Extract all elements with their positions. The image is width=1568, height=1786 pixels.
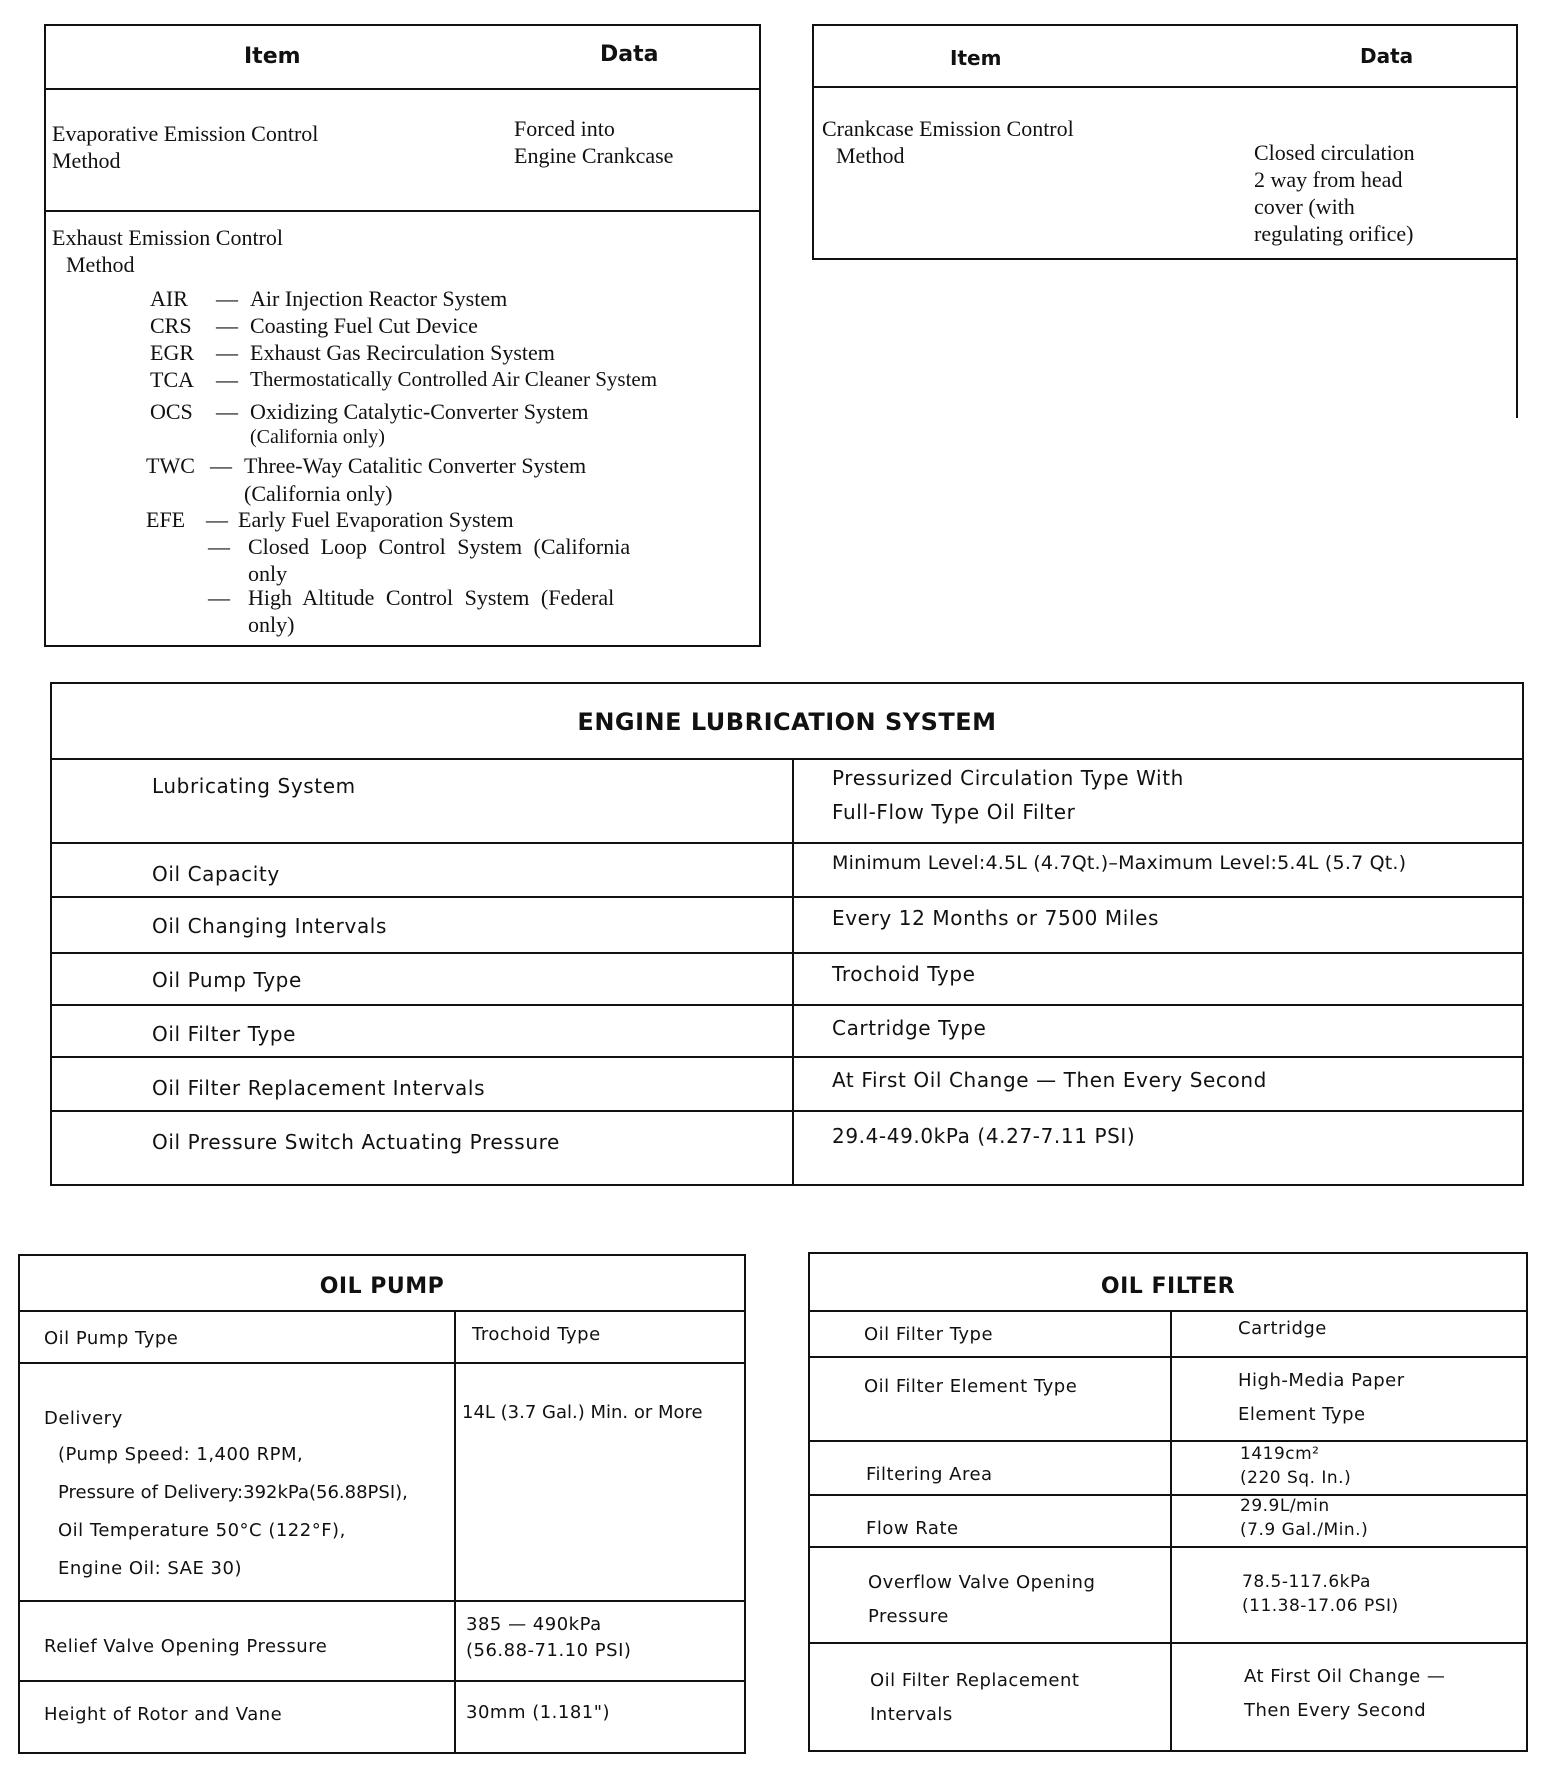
row-divider	[52, 1110, 1522, 1112]
lubrication-value: At First Oil Change — Then Every Second	[832, 1068, 1267, 1092]
header-item: Item	[244, 44, 301, 69]
lubrication-value: Pressurized Circulation Type With	[832, 766, 1184, 790]
lubrication-item: Oil Pump Type	[152, 968, 302, 992]
filter-item: Oil Filter Type	[864, 1324, 994, 1345]
relief-valve-value-line2: (56.88-71.10 PSI)	[466, 1640, 632, 1661]
row-divider	[52, 842, 1522, 844]
row-divider	[52, 896, 1522, 898]
crankcase-value-line3: cover (with	[1254, 194, 1355, 219]
lubrication-title: ENGINE LUBRICATION SYSTEM	[577, 708, 997, 736]
lubrication-item: Oil Filter Replacement Intervals	[152, 1076, 486, 1100]
header-item: Item	[950, 46, 1002, 70]
oil-filter-title: OIL FILTER	[1100, 1274, 1236, 1299]
row-divider	[52, 952, 1522, 954]
lubrication-value: Trochoid Type	[832, 962, 976, 986]
system-dash: —	[216, 399, 238, 424]
system-dash: —	[216, 286, 238, 311]
system-dash: —	[210, 453, 232, 478]
system-desc: Air Injection Reactor System	[250, 286, 508, 311]
row-divider	[52, 1056, 1522, 1058]
row-divider	[810, 1494, 1526, 1496]
rotor-height-label: Height of Rotor and Vane	[44, 1704, 283, 1725]
row-divider	[810, 1642, 1526, 1644]
header-data: Data	[600, 42, 659, 67]
system-desc: Early Fuel Evaporation System	[238, 507, 514, 532]
emission-control-table	[44, 24, 761, 647]
delivery-condition: Oil Temperature 50°C (122°F),	[58, 1520, 346, 1541]
lubrication-value-line2: Full-Flow Type Oil Filter	[832, 800, 1076, 824]
oil-pump-type-label: Oil Pump Type	[44, 1328, 179, 1349]
evap-label-line1: Evaporative Emission Control	[52, 121, 319, 146]
extra-system-cont: only)	[248, 612, 295, 637]
extra-system-desc: Closed Loop Control System (California	[248, 534, 631, 559]
delivery-condition: Pressure of Delivery:392kPa(56.88PSI),	[58, 1482, 408, 1503]
filter-item: Oil Filter Replacement	[870, 1670, 1080, 1691]
column-divider	[1170, 1310, 1172, 1750]
filter-value: 29.9L/min	[1240, 1496, 1330, 1516]
extra-system-cont: only	[248, 561, 288, 586]
crankcase-label-line1: Crankcase Emission Control	[822, 116, 1074, 141]
system-desc: Exhaust Gas Recirculation System	[250, 340, 555, 365]
system-desc: Three-Way Catalitic Converter System	[244, 453, 587, 478]
filter-value: (7.9 Gal./Min.)	[1240, 1520, 1369, 1540]
exhaust-label-line2: Method	[66, 252, 135, 277]
relief-valve-value-line1: 385 — 490kPa	[466, 1614, 602, 1635]
system-abbr: EFE	[146, 507, 186, 532]
filter-value: Cartridge	[1238, 1318, 1327, 1339]
filter-value: 78.5-117.6kPa	[1242, 1572, 1371, 1592]
filter-value: (220 Sq. In.)	[1240, 1468, 1352, 1488]
delivery-label: Delivery	[44, 1408, 123, 1429]
lubrication-value: Cartridge Type	[832, 1016, 987, 1040]
system-desc: Coasting Fuel Cut Device	[250, 313, 478, 338]
lubrication-item: Oil Changing Intervals	[152, 914, 387, 938]
filter-item: Flow Rate	[866, 1518, 959, 1539]
engine-lubrication-table	[50, 682, 1524, 1186]
system-dash: —	[216, 340, 238, 365]
row-divider	[20, 1600, 744, 1602]
oil-filter-table	[808, 1252, 1528, 1752]
filter-item: Overflow Valve Opening	[868, 1572, 1096, 1593]
title-divider	[20, 1310, 744, 1312]
system-dash: —	[216, 313, 238, 338]
row-divider	[810, 1440, 1526, 1442]
lubrication-item: Oil Filter Type	[152, 1022, 297, 1046]
system-dash: —	[216, 367, 238, 392]
title-divider	[52, 758, 1522, 760]
filter-value: Element Type	[1238, 1404, 1366, 1425]
extra-system-dash: —	[208, 534, 230, 559]
delivery-value: 14L (3.7 Gal.) Min. or More	[462, 1402, 703, 1423]
evap-label-line2: Method	[52, 148, 121, 173]
header-divider	[814, 86, 1516, 88]
system-dash: —	[206, 507, 228, 532]
header-divider	[46, 88, 759, 90]
filter-item: Pressure	[868, 1606, 949, 1627]
row-divider	[52, 1004, 1522, 1006]
delivery-condition: Engine Oil: SAE 30)	[58, 1558, 242, 1579]
crankcase-right-extension	[1516, 258, 1518, 418]
crankcase-value-line2: 2 way from head	[1254, 167, 1403, 192]
relief-valve-label: Relief Valve Opening Pressure	[44, 1636, 328, 1657]
filter-item: Filtering Area	[866, 1464, 993, 1485]
system-desc: Thermostatically Controlled Air Cleaner System	[250, 367, 658, 391]
system-note: (California only)	[250, 426, 385, 448]
crankcase-value-line1: Closed circulation	[1254, 140, 1415, 165]
oil-pump-type-value: Trochoid Type	[472, 1324, 601, 1345]
system-abbr: TCA	[150, 367, 194, 392]
filter-value: (11.38-17.06 PSI)	[1242, 1596, 1399, 1616]
lubrication-value: Every 12 Months or 7500 Miles	[832, 906, 1160, 930]
system-note: (California only)	[244, 481, 393, 506]
row-divider	[20, 1362, 744, 1364]
system-abbr: TWC	[146, 453, 195, 478]
extra-system-desc: High Altitude Control System (Federal	[248, 585, 615, 610]
filter-value: At First Oil Change —	[1244, 1666, 1446, 1687]
row-divider	[810, 1546, 1526, 1548]
crankcase-control-table	[812, 24, 1518, 260]
exhaust-label-line1: Exhaust Emission Control	[52, 225, 283, 250]
column-divider	[792, 758, 794, 1184]
filter-value: High-Media Paper	[1238, 1370, 1405, 1391]
column-divider	[454, 1310, 456, 1752]
crankcase-value-line4: regulating orifice)	[1254, 221, 1414, 246]
lubrication-value: Minimum Level:4.5L (4.7Qt.)–Maximum Level:5.4L (5.7 Qt.)	[832, 852, 1407, 874]
oil-pump-table	[18, 1254, 746, 1754]
row-divider	[810, 1356, 1526, 1358]
system-desc: Oxidizing Catalytic-Converter System	[250, 399, 589, 424]
oil-pump-title: OIL PUMP	[319, 1274, 445, 1299]
filter-item: Oil Filter Element Type	[864, 1376, 1078, 1397]
extra-system-dash: —	[208, 585, 230, 610]
lubrication-item: Oil Pressure Switch Actuating Pressure	[152, 1130, 560, 1154]
crankcase-label-line2: Method	[836, 143, 905, 168]
filter-value: 1419cm²	[1240, 1444, 1320, 1464]
evap-value-line2: Engine Crankcase	[514, 143, 674, 168]
lubrication-value: 29.4-49.0kPa (4.27-7.11 PSI)	[832, 1124, 1136, 1148]
delivery-condition: (Pump Speed: 1,400 RPM,	[58, 1444, 304, 1465]
system-abbr: EGR	[150, 340, 194, 365]
lubrication-item: Lubricating System	[152, 774, 356, 798]
evap-value-line1: Forced into	[514, 116, 615, 141]
row-divider	[20, 1680, 744, 1682]
system-abbr: CRS	[150, 313, 192, 338]
lubrication-item: Oil Capacity	[152, 862, 280, 886]
title-divider	[810, 1310, 1526, 1312]
evap-divider	[46, 210, 759, 212]
filter-value: Then Every Second	[1244, 1700, 1427, 1721]
header-data: Data	[1360, 44, 1414, 68]
system-abbr: OCS	[150, 399, 193, 424]
filter-item: Intervals	[870, 1704, 953, 1725]
system-abbr: AIR	[150, 286, 188, 311]
rotor-height-value: 30mm (1.181")	[466, 1702, 611, 1723]
